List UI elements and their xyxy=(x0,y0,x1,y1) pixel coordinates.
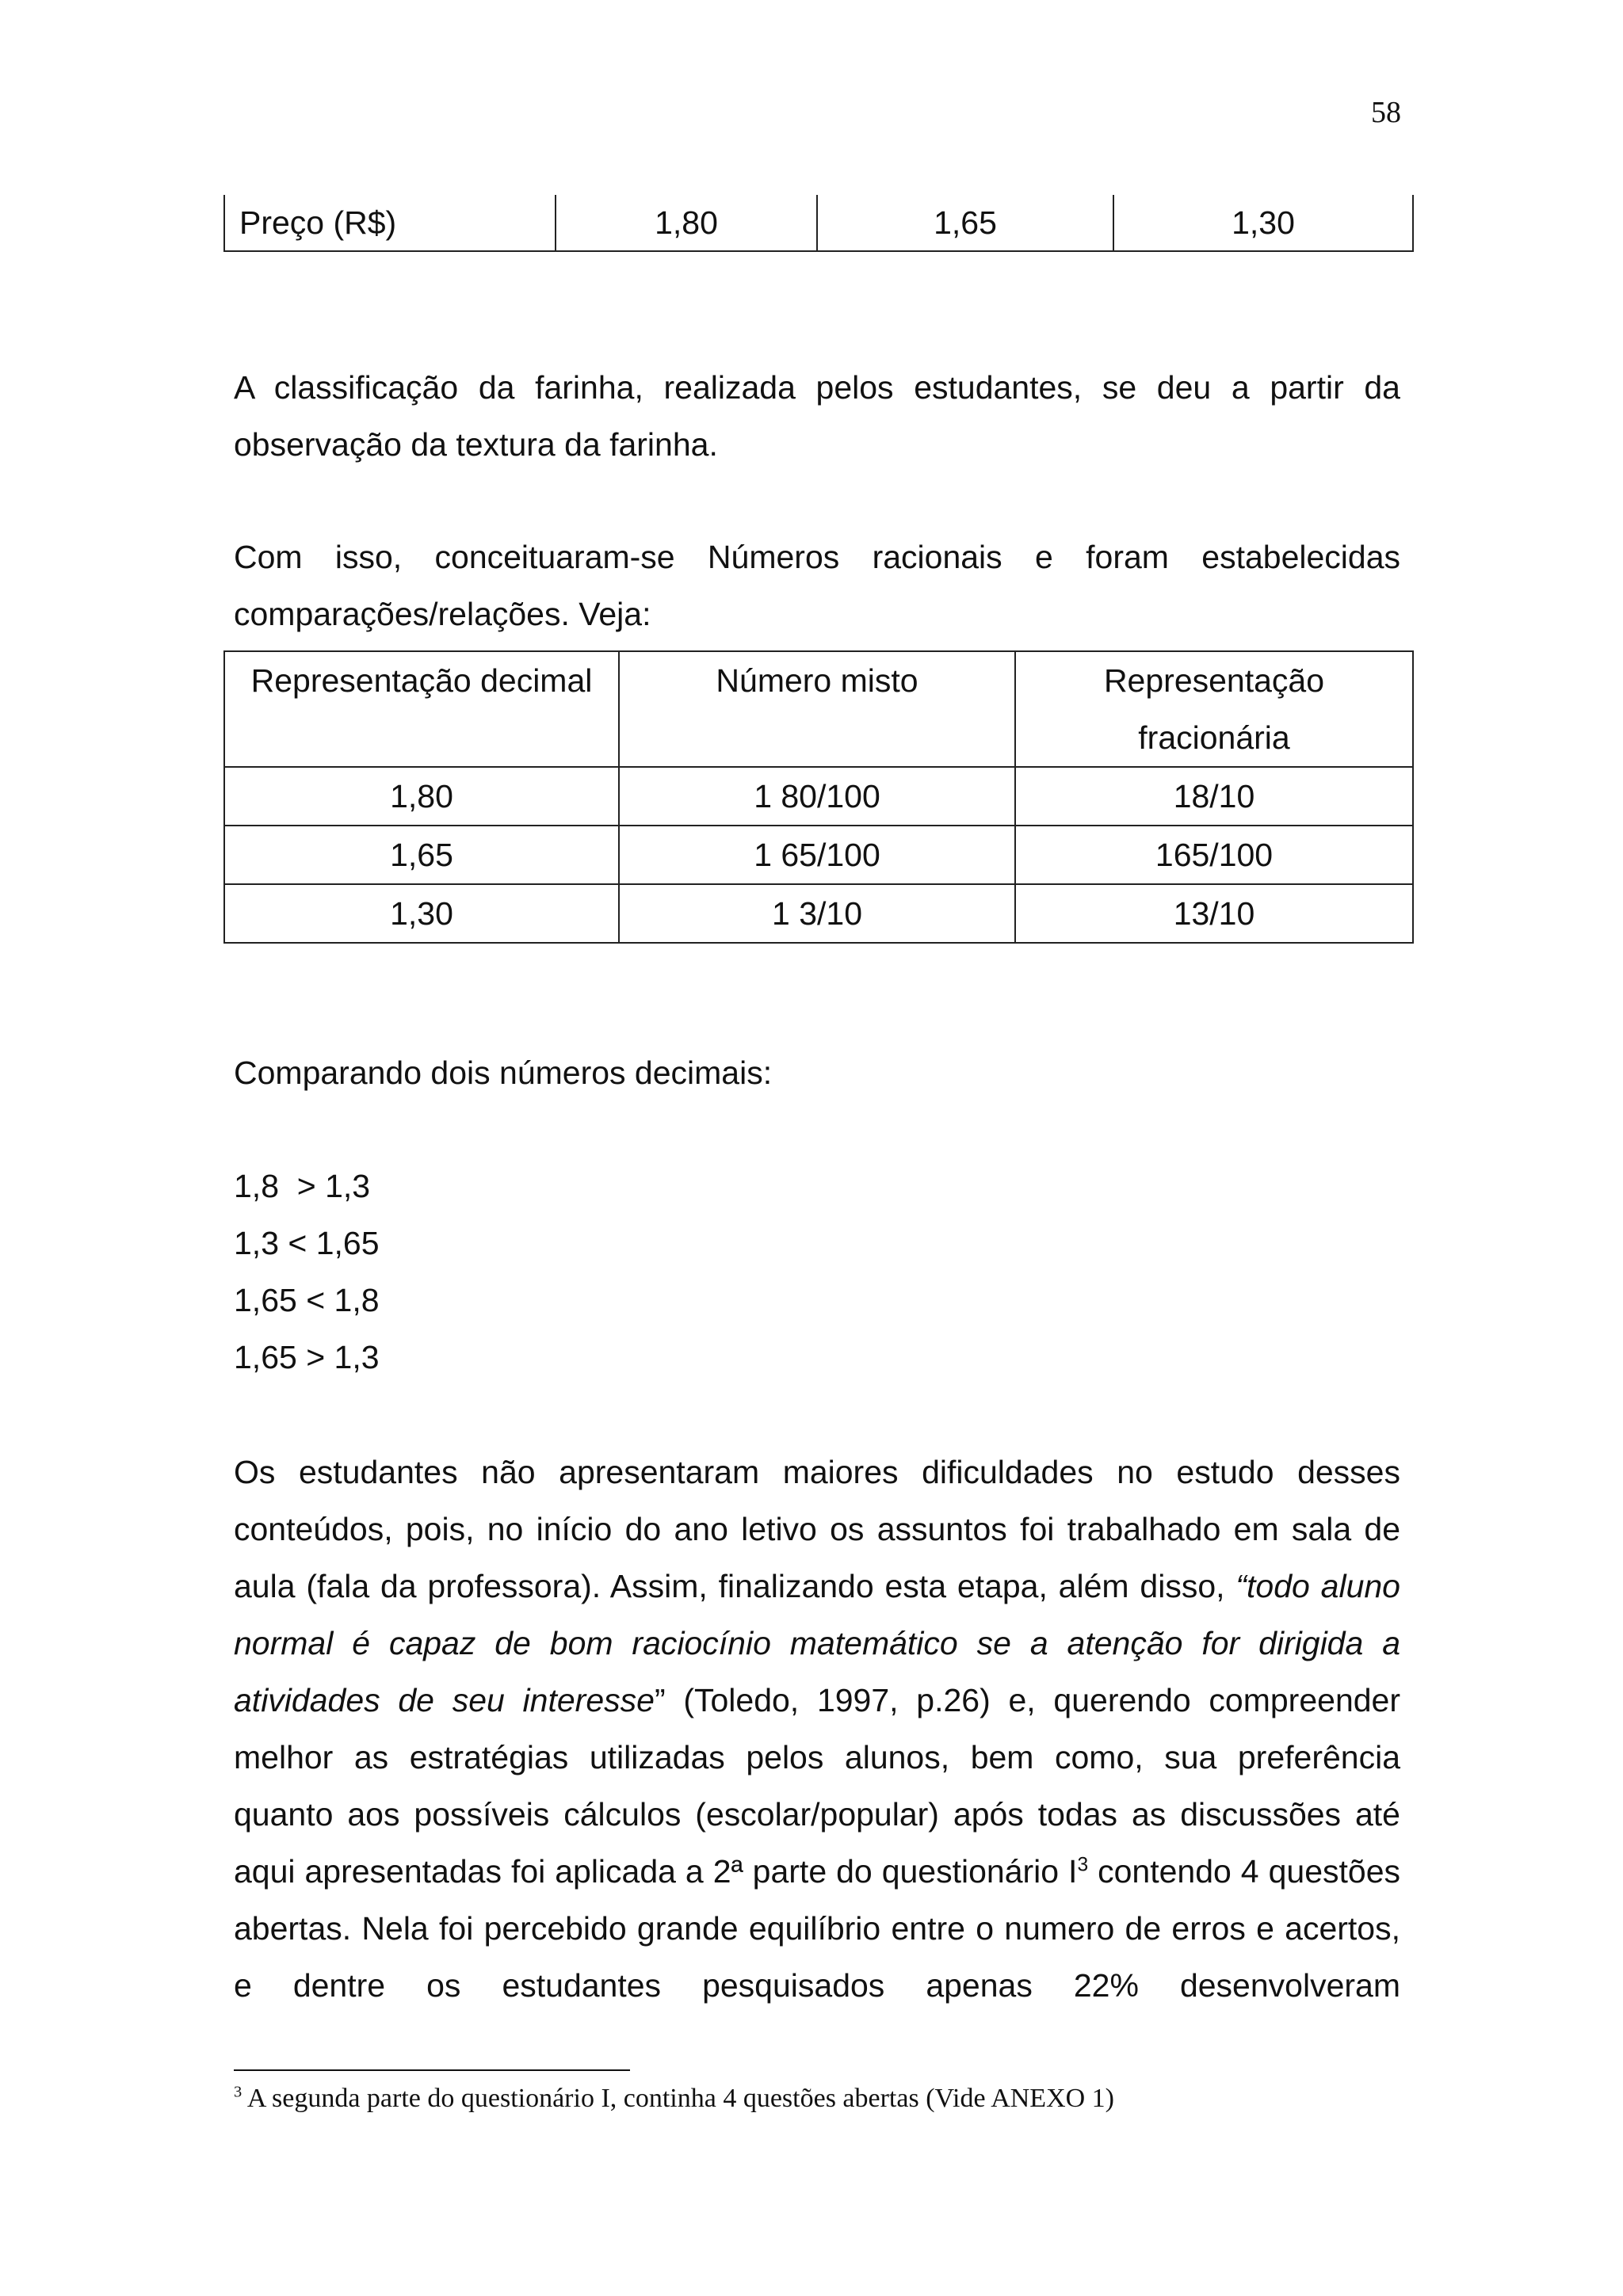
comparison-item: 1,3 < 1,65 xyxy=(234,1225,380,1261)
price-cell: 1,30 xyxy=(1113,195,1413,251)
footnote xyxy=(234,2084,1114,2114)
paragraph-flour-classification: A classificação da farinha, realizada pelos estudantes, se deu a partir da observação da textura da farinha. xyxy=(234,369,1400,463)
paragraph-student-analysis xyxy=(234,1444,1400,2014)
column-header: Representação decimal xyxy=(224,651,619,767)
table-row xyxy=(224,195,1413,251)
price-table xyxy=(223,195,1414,252)
table-cell: 18/10 xyxy=(1015,767,1413,826)
table-row xyxy=(224,767,1413,826)
page-number: 58 xyxy=(1371,96,1401,129)
price-label-cell: Preço (R$) xyxy=(224,195,556,251)
table-cell: 13/10 xyxy=(1015,884,1413,943)
paragraph-rational-numbers: Com isso, conceituaram-se Números racionais e foram estabelecidas comparações/relações. Veja: xyxy=(234,539,1400,632)
conversion-table xyxy=(223,650,1414,944)
footnote-mark: 3 xyxy=(234,2083,242,2101)
column-header xyxy=(1015,651,1413,767)
paragraph-text: Os estudantes não apresentaram maiores dificuldades no estudo desses conteúdos, pois, no início do ano letivo os assuntos foi trabalhado em sala de aula (fala da professora). Assim, finalizando esta etapa, além disso, xyxy=(234,1454,1400,1604)
table-cell: 1,30 xyxy=(224,884,619,943)
table-row xyxy=(224,884,1413,943)
footnote-reference[interactable]: 3 xyxy=(1077,1854,1089,1876)
table-cell: 1 65/100 xyxy=(619,826,1015,884)
comparison-item: 1,65 < 1,8 xyxy=(234,1282,380,1318)
table-cell: 165/100 xyxy=(1015,826,1413,884)
comparison-title: Comparando dois números decimais: xyxy=(234,1055,773,1091)
table-cell: 1,80 xyxy=(224,767,619,826)
quotation: “todo aluno normal é capaz de bom raciocínio matemático se a atenção for dirigida a atividades de seu interesse xyxy=(234,1568,1400,1718)
table-cell: 1 80/100 xyxy=(619,767,1015,826)
footnote-text: A segunda parte do questionário I, continha 4 questões abertas (Vide ANEXO 1) xyxy=(242,2084,1115,2113)
comparison-item: 1,65 > 1,3 xyxy=(234,1339,380,1375)
table-cell: 1 3/10 xyxy=(619,884,1015,943)
paragraph-text: ” (Toledo, 1997, p.26) e, querendo compreender melhor as estratégias utilizadas pelos alunos, bem como, sua preferência quanto aos possíveis cálculos (escolar/popular) após todas as discussões até aqui apresentadas foi aplicada a 2ª parte do questionário I xyxy=(234,1682,1401,1890)
price-cell: 1,80 xyxy=(556,195,817,251)
comparison-item: 1,8 > 1,3 xyxy=(234,1168,371,1204)
table-cell: 1,65 xyxy=(224,826,619,884)
paragraph-text: contendo 4 questões abertas. Nela foi percebido grande equilíbrio entre o numero de erros e acertos, e dentre os estudantes pesquisados apenas 22% desenvolveram xyxy=(234,1853,1400,2004)
column-header: Número misto xyxy=(619,651,1015,767)
comparison-list xyxy=(234,1158,380,1386)
footnote-separator xyxy=(234,2069,630,2071)
table-header-row xyxy=(224,651,1413,767)
price-cell: 1,65 xyxy=(817,195,1113,251)
table-row xyxy=(224,826,1413,884)
column-header-label: Representação fracionária xyxy=(1103,662,1325,756)
